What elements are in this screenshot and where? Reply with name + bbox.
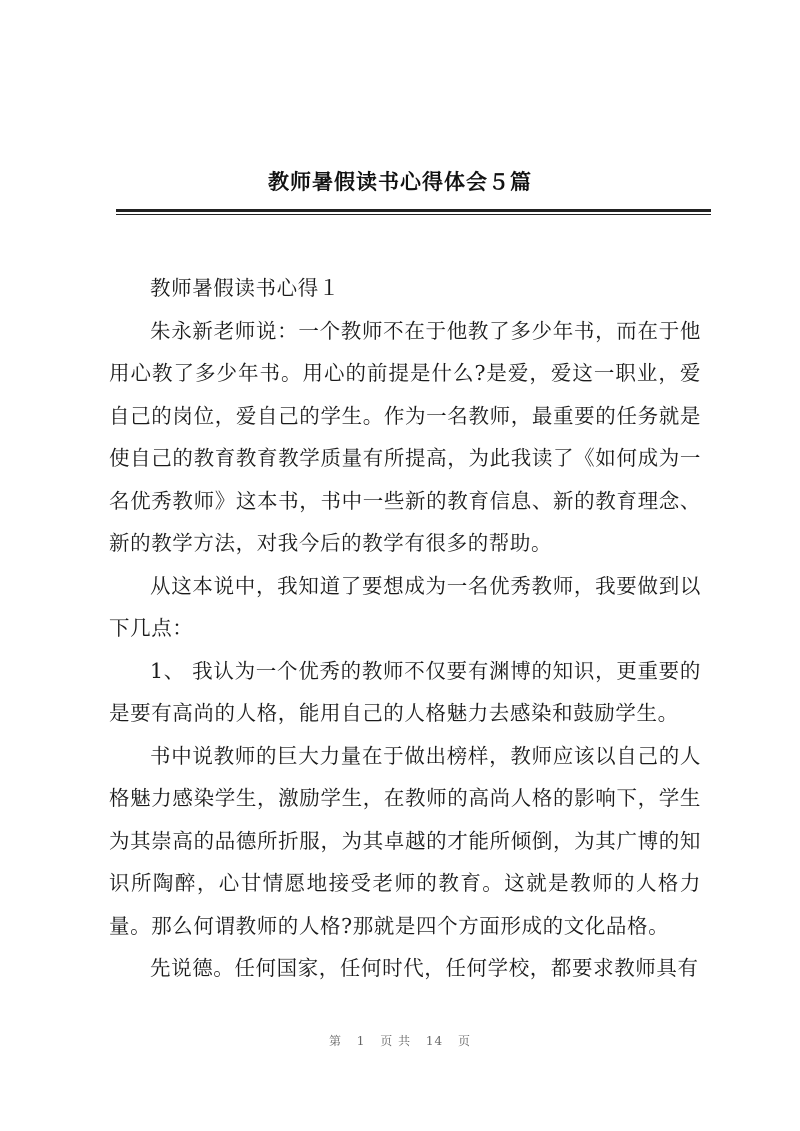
footer-total-pages: 14	[425, 1034, 444, 1048]
title-divider	[116, 209, 711, 212]
footer-mid: 页 共	[380, 1034, 412, 1048]
paragraph: 朱永新老师说：一个教师不在于他教了多少年书，而在于他用心教了多少年书。用心的前提是什么?是爱，爱这一职业，爱自己的岗位，爱自己的学生。作为一名教师，最重要的任务就是使自己的教育教育教学质量有所提高，为此我读了《如何成为一名优秀教师》这本书，书中一些新的教育信息、新的教育理念、新的教学方法，对我今后的教学有很多的帮助。	[109, 318, 701, 555]
document-body	[109, 267, 701, 990]
page-title: 教师暑假读书心得体会５篇	[268, 170, 532, 194]
page-footer	[0, 1032, 800, 1049]
paragraph: 1、 我认为一个优秀的教师不仅要有渊博的知识，更重要的是要有高尚的人格，能用自己的人格魅力去感染和鼓励学生。	[109, 658, 701, 725]
section-heading: 教师暑假读书心得１	[150, 276, 340, 300]
footer-page-number: 1	[356, 1034, 366, 1048]
paragraph: 书中说教师的巨大力量在于做出榜样，教师应该以自己的人格魅力感染学生，激励学生，在教师的高尚人格的影响下，学生为其崇高的品德所折服，为其卓越的才能所倾倒，为其广博的知识所陶醉，心甘情愿地接受老师的教育。这就是教师的人格力量。那么何谓教师的人格?那就是四个方面形成的文化品格。	[109, 743, 701, 938]
footer-suffix: 页	[458, 1034, 472, 1048]
paragraph: 从这本说中，我知道了要想成为一名优秀教师，我要做到以下几点：	[109, 573, 701, 640]
title-divider-thin	[116, 214, 711, 215]
paragraph: 先说德。任何国家，任何时代，任何学校，都要求教师具有	[150, 956, 699, 980]
footer-prefix: 第	[328, 1034, 342, 1048]
